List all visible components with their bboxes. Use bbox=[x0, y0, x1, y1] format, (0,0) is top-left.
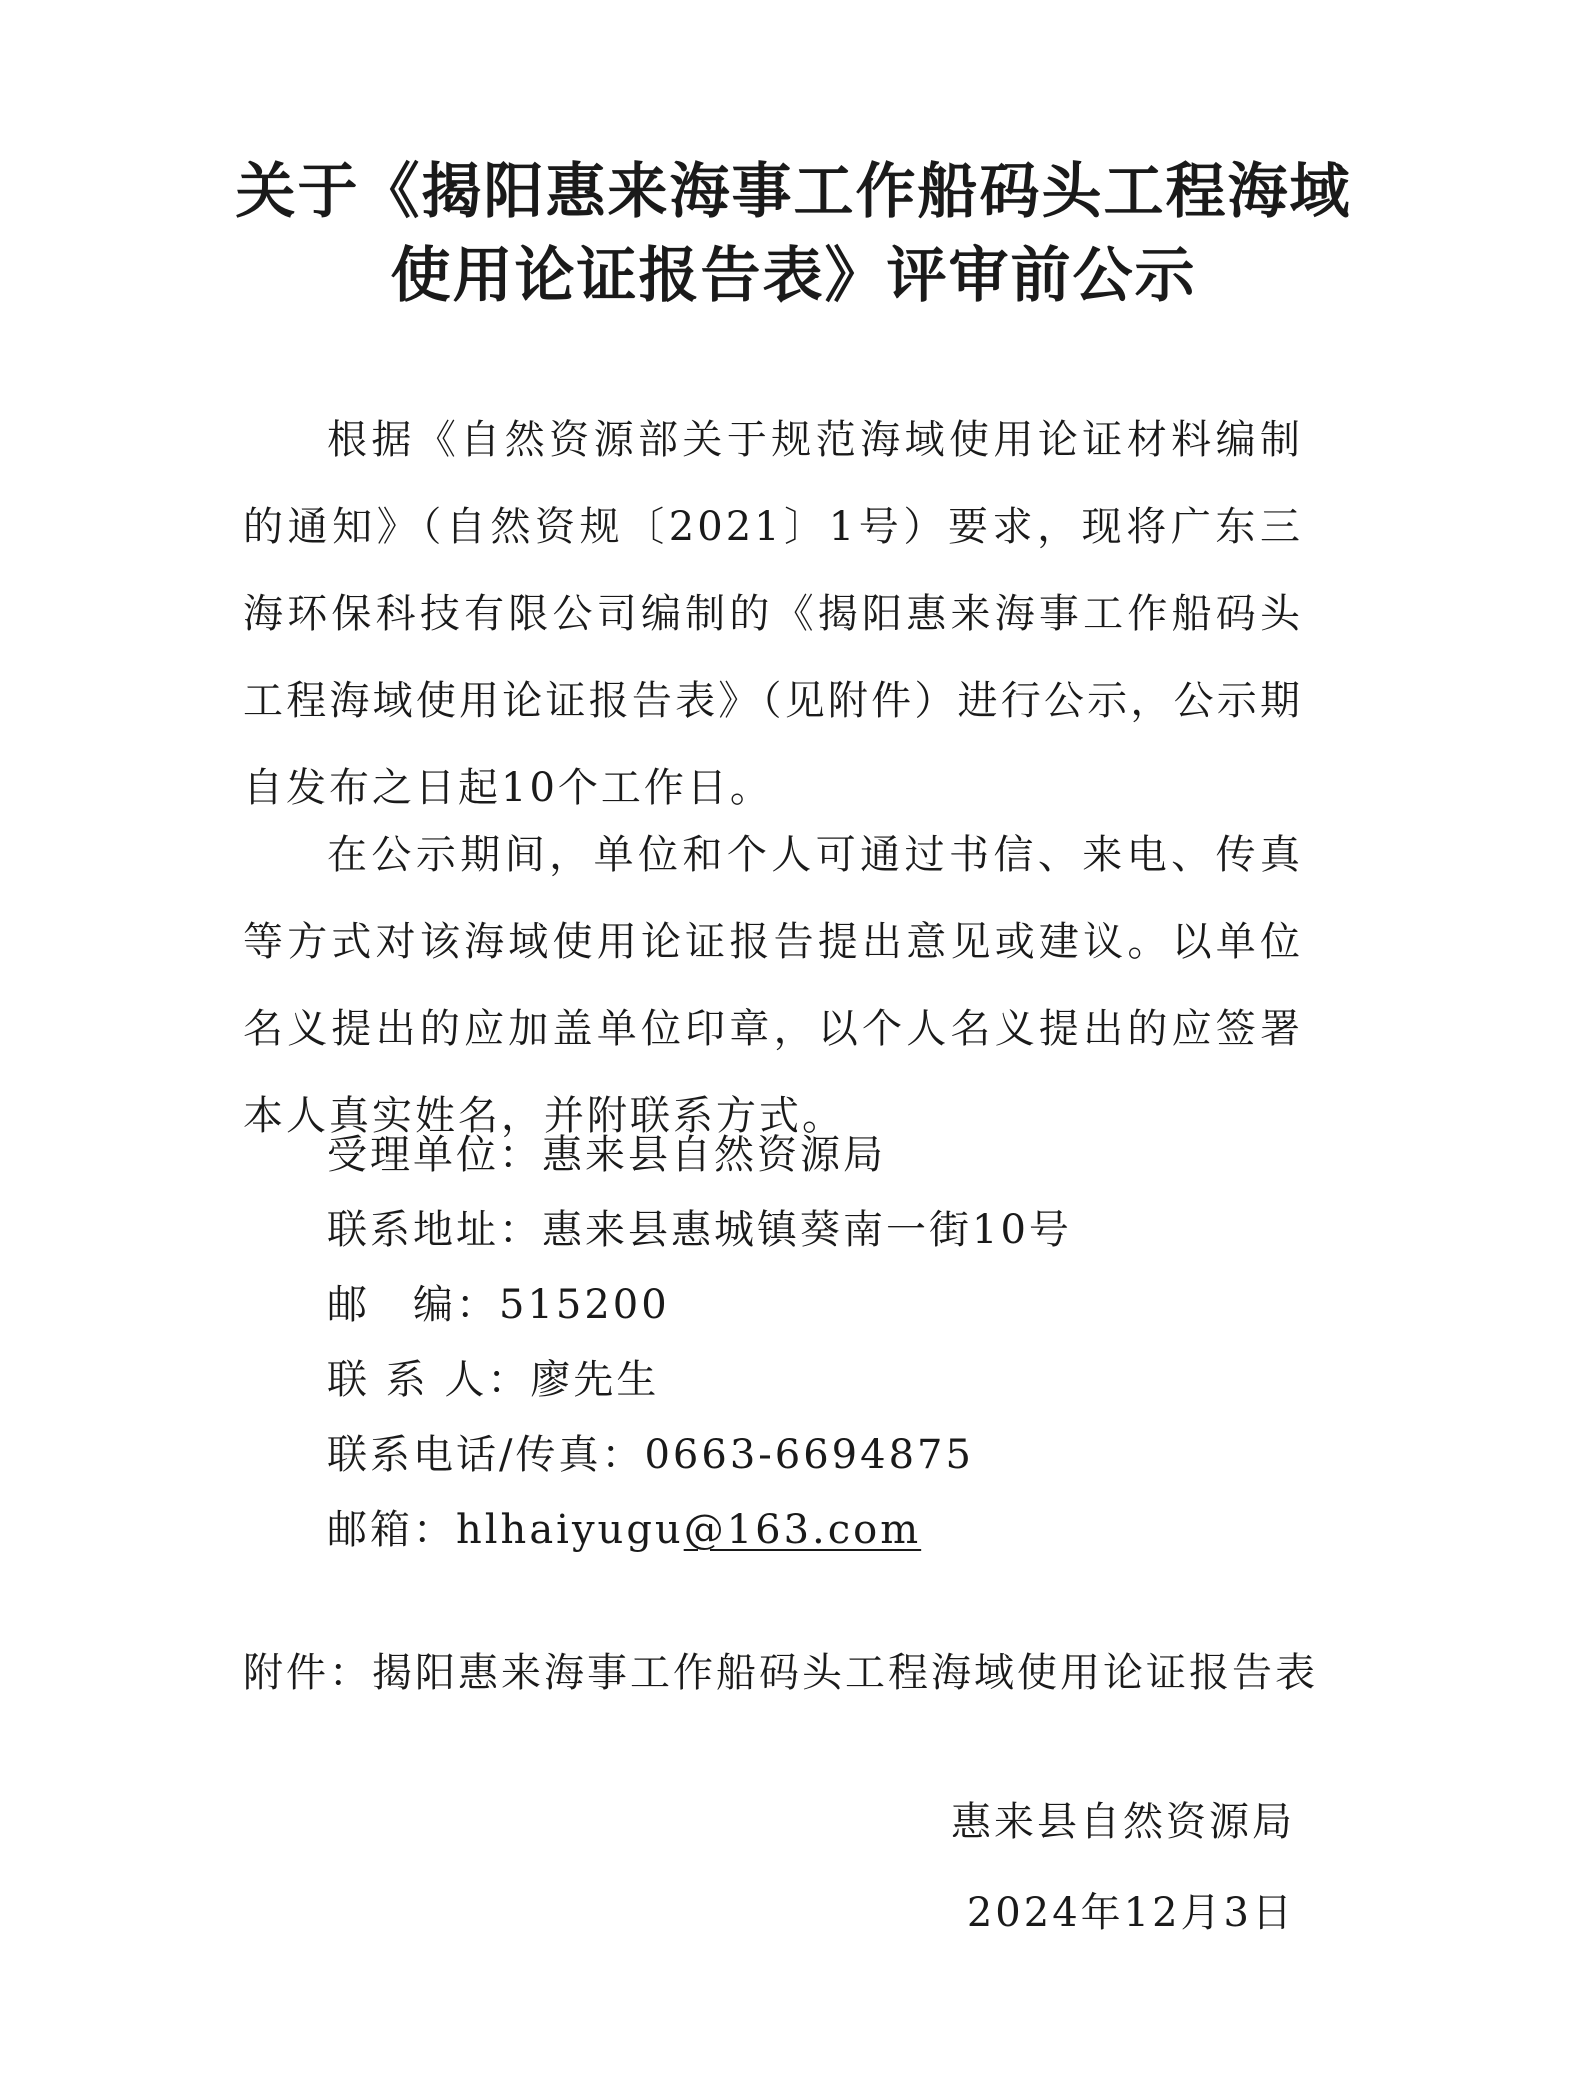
email-link[interactable]: @163.com bbox=[683, 1507, 922, 1553]
signature-date: 2024年12月3日 bbox=[966, 1890, 1295, 1936]
contact-person: 联 系 人：廖先生 bbox=[327, 1357, 660, 1403]
contact-address: 联系地址：惠来县惠城镇葵南一街10号 bbox=[327, 1207, 1072, 1253]
contact-phone: 联系电话/传真：0663-6694875 bbox=[327, 1432, 974, 1478]
body-paragraph-2: 在公示期间，单位和个人可通过书信、来电、传真等方式对该海域使用论证报告提出意见或建议。以单位名义提出的应加盖单位印章，以个人名义提出的应签署本人真实姓名，并附联系方式。 bbox=[243, 832, 1303, 1139]
contact-postcode: 邮 编：515200 bbox=[327, 1282, 670, 1328]
document-title-line-1: 关于《揭阳惠来海事工作船码头工程海域 bbox=[235, 157, 1352, 227]
contact-email bbox=[327, 1507, 922, 1553]
attachment-line[interactable]: 附件：揭阳惠来海事工作船码头工程海域使用论证报告表 bbox=[243, 1650, 1318, 1696]
signature-organization: 惠来县自然资源局 bbox=[951, 1799, 1295, 1845]
body-paragraph-1: 根据《自然资源部关于规范海域使用论证材料编制的通知》（自然资规〔2021〕1号）要求，现将广东三海环保科技有限公司编制的《揭阳惠来海事工作船码头工程海域使用论证报告表》（见附件）进行公示，公示期自发布之日起10个工作日。 bbox=[243, 417, 1303, 811]
contact-unit: 受理单位：惠来县自然资源局 bbox=[327, 1132, 886, 1178]
contact-email-label: 邮箱：hlhaiyugu bbox=[327, 1507, 684, 1553]
document-title-line-2: 使用论证报告表》评审前公示 bbox=[390, 241, 1197, 311]
